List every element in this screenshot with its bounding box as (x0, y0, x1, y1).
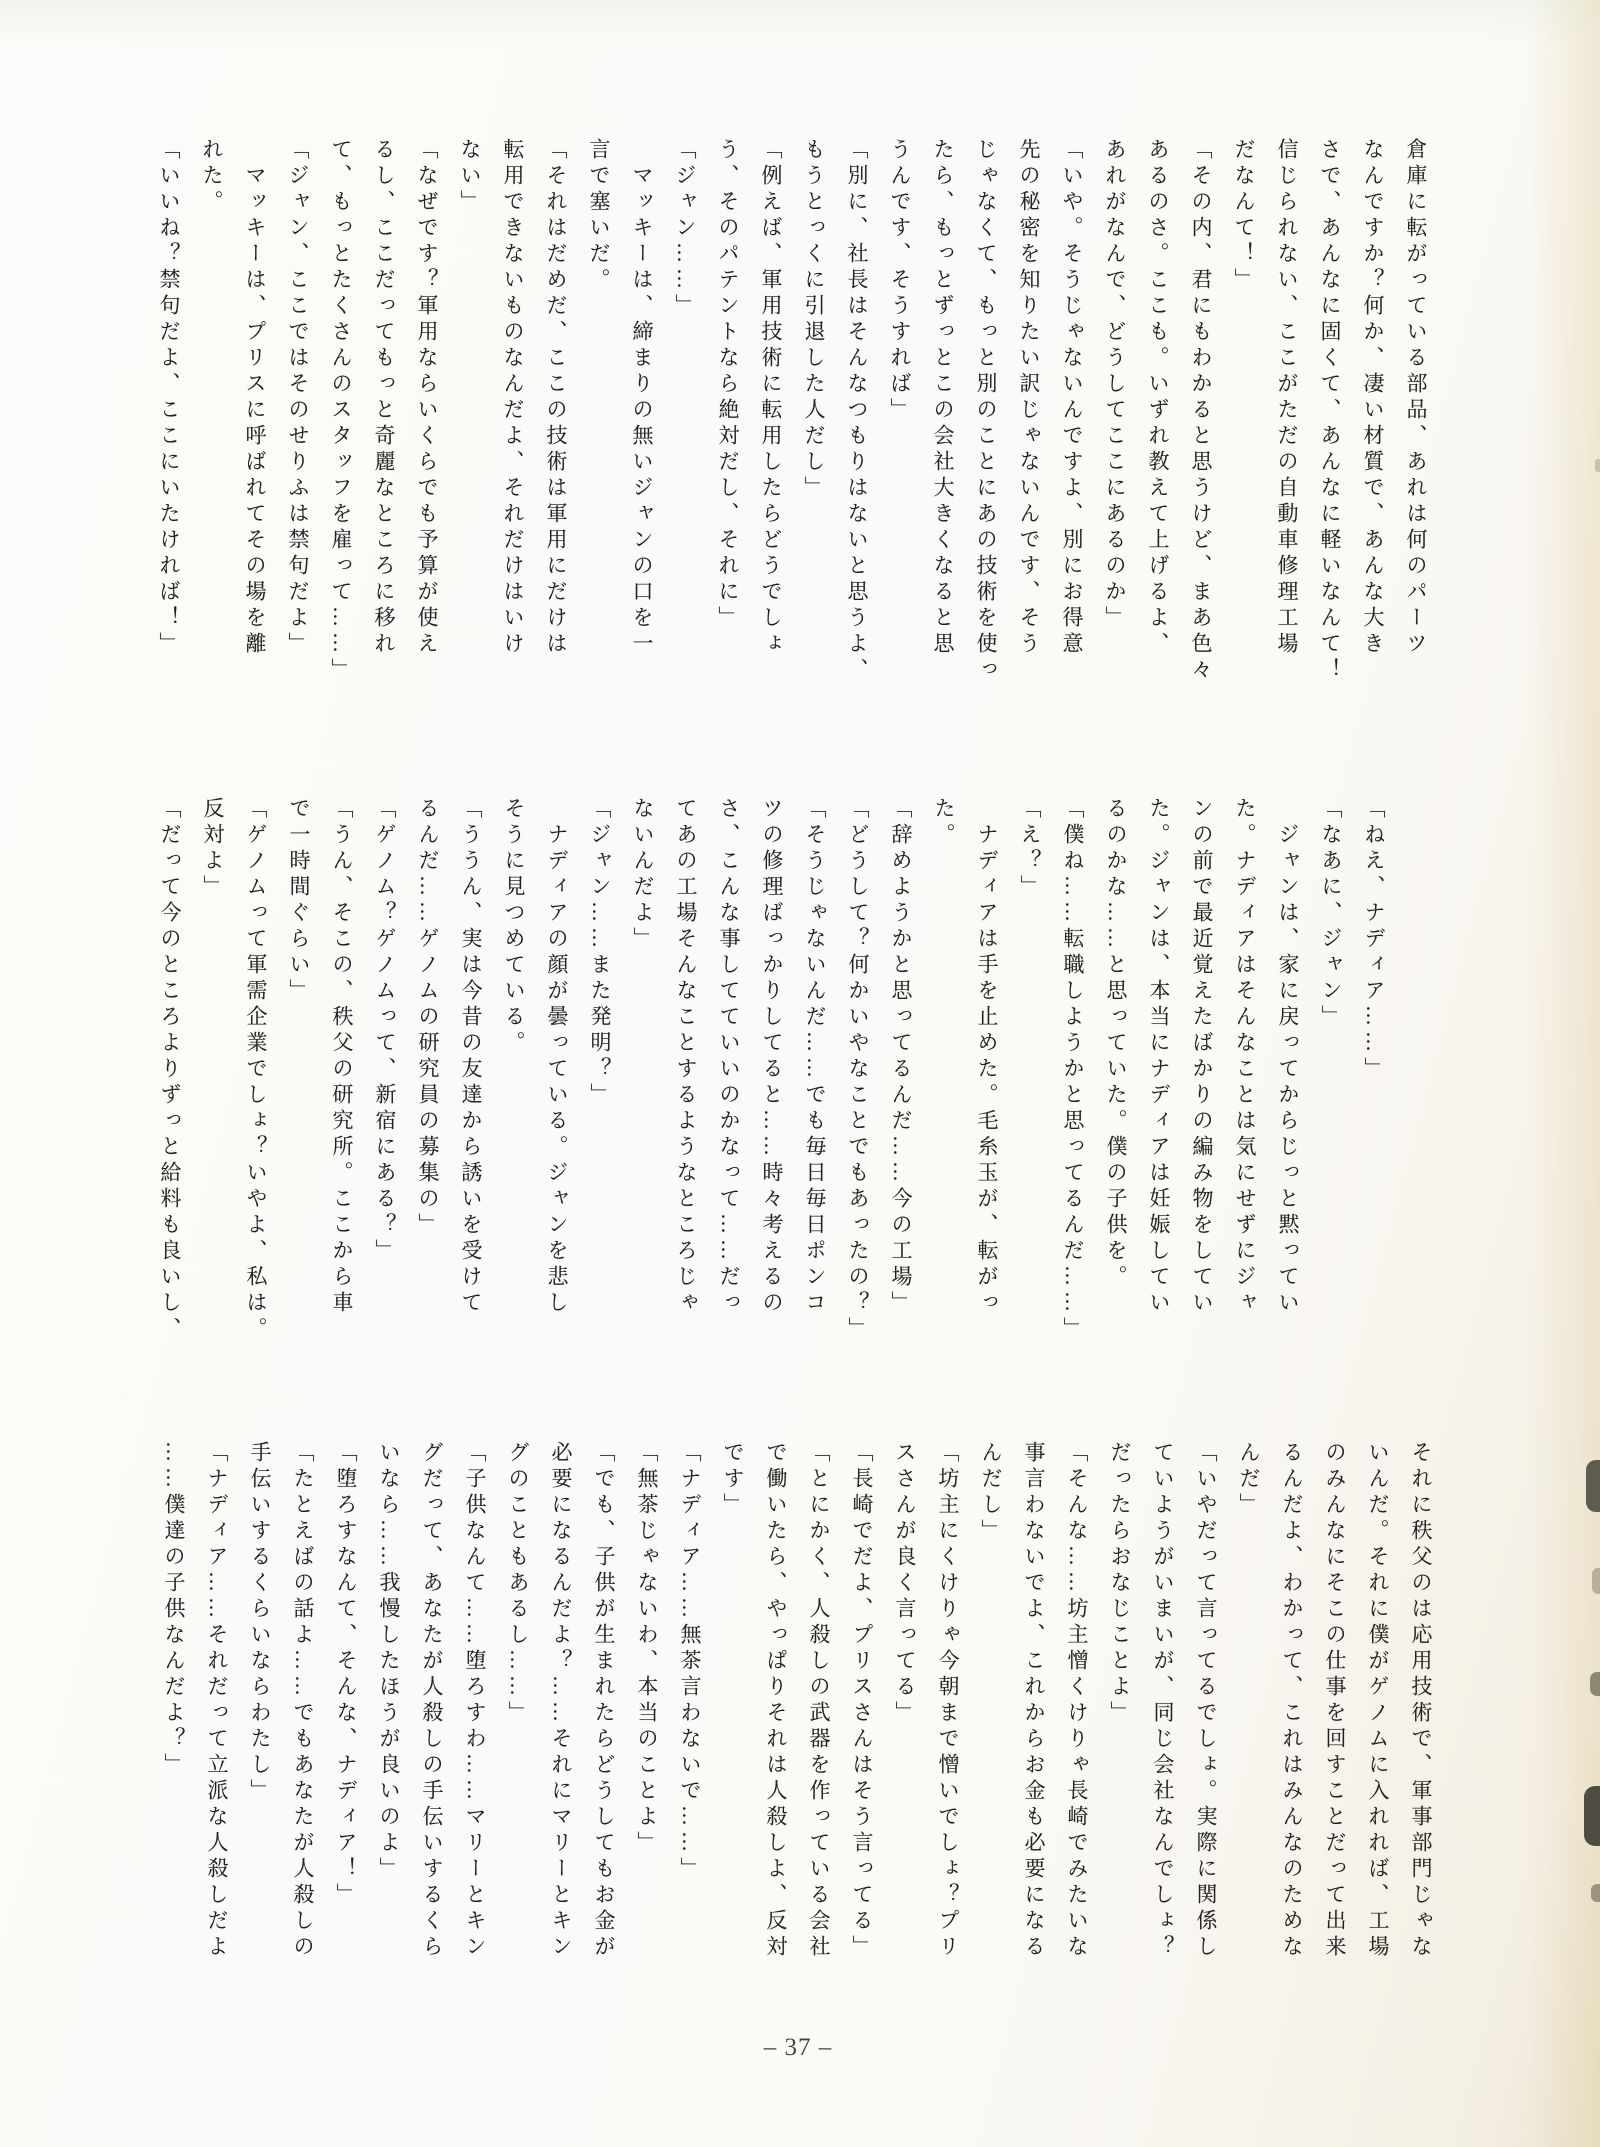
text-column: た。 (932, 797, 956, 849)
text-column: 「ナディア……それだって立派な人殺しだよ (205, 1441, 229, 1961)
text-column: 「別に、社長はそんなつもりはないと思うよ、 (845, 138, 869, 684)
text-column: グだって、あなたが人殺しの手伝いするくら (420, 1441, 444, 1961)
text-column: 必要になるんだよ？……それにマリーとキン (549, 1441, 573, 1961)
text-column: 言で塞いだ。 (587, 138, 611, 294)
text-column: ないんだよ」 (631, 797, 655, 953)
text-column: て、もっとたくさんのスタッフを雇って……」 (329, 138, 353, 684)
text-column: さで、あんなに固くて、あんなに軽いなんて！ (1318, 138, 1342, 684)
text-column: 「たとえばの話よ……でもあなたが人殺しの (291, 1441, 315, 1961)
text-column: です」 (721, 1441, 745, 1519)
text-column: ……僕達の子供なんだよ？」 (162, 1441, 186, 1779)
text-column: 信じられない、ここがただの自動車修理工場 (1275, 138, 1299, 658)
text-column: 「ゲノムって軍需企業でしょ？いやよ、私は。 (244, 797, 268, 1343)
text-column: 「その内、君にもわかると思うけど、まあ色々 (1189, 138, 1213, 684)
text-column: るのかな……と思っていた。僕の子供を。 (1104, 797, 1128, 1291)
text-column: 「辞めようかと思ってるんだ……今の工場」 (889, 797, 913, 1317)
text-column: れた。 (200, 138, 224, 216)
text-column: ンの前で最近覚えたばかりの編み物をしてい (1190, 797, 1214, 1317)
text-column: たら、もっとずっとこの会社大きくなると思 (931, 138, 955, 658)
text-column: 「なぜです？軍用ならいくらでも予算が使え (415, 138, 439, 658)
text-column: いんだ。それに僕がゲノムに入れれば、工場 (1366, 1441, 1390, 1961)
text-column: るし、ここだってもっと奇麗なところに移れ (372, 138, 396, 658)
page-number: – 37 – (763, 2034, 833, 2061)
scan-artifact-mark (1592, 1568, 1600, 1594)
text-column: だったらおなじことよ」 (1108, 1441, 1132, 1727)
text-column: るんだよ、わかって、これはみんなのためな (1280, 1441, 1304, 1961)
text-column: 「ううん、実は今昔の友達から誘いを受けて (459, 797, 483, 1317)
vertical-text-band-top (147, 138, 1437, 778)
text-column: だなんて！」 (1232, 138, 1256, 294)
text-column: ジャンは、家に戻ってからじっと黙ってい (1276, 797, 1300, 1317)
text-column: んだ」 (1237, 1441, 1261, 1519)
text-column: それに秩父のは応用技術で、軍事部門じゃな (1409, 1441, 1433, 1961)
text-column: うんです、そうすれば」 (888, 138, 912, 424)
text-column: ナディアは手を止めた。毛糸玉が、転がっ (975, 797, 999, 1317)
text-column: た。ジャンは、本当にナディアは妊娠してい (1147, 797, 1171, 1317)
text-column: 先の秘密を知りたい訳じゃないんです、そう (1017, 138, 1041, 658)
text-column: もうとっくに引退した人だし」 (802, 138, 826, 502)
text-column: た。ナディアはそんなことは気にせずにジャ (1233, 797, 1257, 1317)
text-column: のみんなにそこの仕事を回すことだって出来 (1323, 1441, 1347, 1961)
text-column: あれがなんで、どうしてここにあるのか」 (1103, 138, 1127, 632)
text-column: てあの工場そんなことするようなところじゃ (674, 797, 698, 1317)
text-column: 「ナディア……無茶言わないで……」 (678, 1441, 702, 1883)
text-column: 「例えば、軍用技術に転用したらどうでしょ (759, 138, 783, 658)
text-column: 倉庫に転がっている部品、あれは何のパーツ (1404, 138, 1428, 658)
text-column: 「坊主にくけりゃ今朝まで憎いでしょ？プリ (936, 1441, 960, 1961)
text-column: う、そのパテントなら絶対だし、それに」 (716, 138, 740, 632)
text-column: ナディアの顔が曇っている。ジャンを悲し (545, 797, 569, 1317)
text-column: グのこともあるし……」 (506, 1441, 530, 1727)
text-column: 「ゲノム？ゲノムって、新宿にある？」 (373, 797, 397, 1265)
scan-artifact-blob (1586, 1460, 1600, 1512)
scan-artifact-dash (1591, 1884, 1600, 1902)
text-column: 「いいね？禁句だよ、ここにいたければ！」 (157, 138, 181, 658)
text-column: んだし」 (979, 1441, 1003, 1545)
text-column: ない」 (458, 138, 482, 216)
text-column: 手伝いするくらいならわたし」 (248, 1441, 272, 1805)
text-column: 反対よ」 (201, 797, 225, 901)
scan-artifact-speck (1595, 459, 1600, 472)
text-column: 「堕ろすなんて、そんな、ナディア！」 (334, 1441, 358, 1909)
text-column: 「そうじゃないんだ……でも毎日毎日ポンコ (803, 797, 827, 1317)
text-column: じゃなくて、もっと別のことにあの技術を使っ (974, 138, 998, 684)
text-column: 「ジャン、ここではそのせりふは禁句だよ」 (286, 138, 310, 658)
text-column: 「ねえ、ナディア……」 (1362, 797, 1386, 1083)
text-column: 「とにかく、人殺しの武器を作っている会社 (807, 1441, 831, 1961)
text-column: 事言わないでよ、これからお金も必要になる (1022, 1441, 1046, 1961)
text-column: 「無茶じゃないわ、本当のことよ」 (635, 1441, 659, 1857)
text-column: 「ジャン……」 (673, 138, 697, 320)
text-column: るんだ……ゲノムの研究員の募集の」 (416, 797, 440, 1239)
scan-artifact-dash (1590, 1672, 1600, 1696)
text-column: 「ジャン……また発明？」 (588, 797, 612, 1109)
text-column: で一時間ぐらい」 (287, 797, 311, 1005)
text-column: で働いたら、やっぱりそれは人殺しよ、反対 (764, 1441, 788, 1961)
text-column: いなら……我慢したほうが良いのよ」 (377, 1441, 401, 1883)
text-column: そうに見つめている。 (502, 797, 526, 1057)
text-column: 「いや。そうじゃないんですよ、別にお得意 (1060, 138, 1084, 658)
text-column: マッキーは、締まりの無いジャンの口を一 (630, 138, 654, 658)
text-column: 「だって今のところよりずっと給料も良いし、 (158, 797, 182, 1343)
text-column: ていようがいまいが、同じ会社なんでしょ？ (1151, 1441, 1175, 1961)
text-column: 転用できないものなんだよ、それだけはいけ (501, 138, 525, 658)
text-column: 「どうして？何かいやなことでもあったの？」 (846, 797, 870, 1343)
text-column: 「うん、そこの、秩父の研究所。ここから車 (330, 797, 354, 1317)
text-column: 「でも、子供が生まれたらどうしてもお金が (592, 1441, 616, 1961)
text-column: マッキーは、プリスに呼ばれてその場を離 (243, 138, 267, 658)
text-column: ツの修理ばっかりしてると……時々考えるの (760, 797, 784, 1317)
text-column: あるのさ。ここも。いずれ教えて上げるよ、 (1146, 138, 1170, 658)
text-column: 「そんな……坊主憎くけりゃ長崎でみたいな (1065, 1441, 1089, 1961)
text-column: 「長崎でだよ、プリスさんはそう言ってる」 (850, 1441, 874, 1961)
text-column: なんですか？何か、凄い材質で、あんな大き (1361, 138, 1385, 658)
vertical-text-band-middle (148, 797, 1395, 1407)
text-column: スさんが良く言ってる」 (893, 1441, 917, 1727)
vertical-text-band-bottom (152, 1441, 1442, 2061)
text-column: 「僕ね……転職しようかと思ってるんだ……」 (1061, 797, 1085, 1343)
text-column: 「え？」 (1018, 797, 1042, 901)
text-column: さ、こんな事してていいのかなって……だっ (717, 797, 741, 1317)
text-column: 「いやだって言ってるでしょ。実際に関係し (1194, 1441, 1218, 1961)
text-column: 「それはだめだ、ここの技術は軍用にだけは (544, 138, 568, 658)
scan-artifact-blob (1584, 1786, 1600, 1846)
text-column: 「子供なんて……堕ろすわ……マリーとキン (463, 1441, 487, 1961)
text-column: 「なあに、ジャン」 (1319, 797, 1343, 1031)
scan-top-edge-shade (0, 0, 1600, 46)
